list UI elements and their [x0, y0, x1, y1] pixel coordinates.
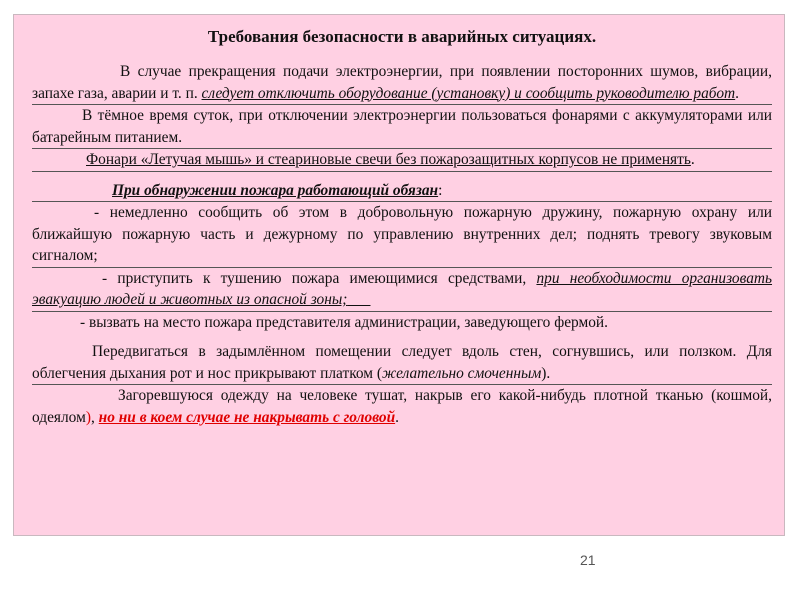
page-number: 21	[580, 552, 596, 568]
punctuation: ).	[541, 364, 551, 382]
emphasis-text: При обнаружении пожара работающий обязан	[112, 181, 439, 199]
warning-text: но ни в коем случае не накрывать с головой	[98, 408, 396, 426]
punctuation: .	[395, 408, 400, 426]
paragraph-fire-heading	[32, 180, 772, 203]
paragraph-text: В случае прекращения подачи электроэнергии, при появлении посторонних шумов, вибрации, запахе газа, аварии и т. п.	[32, 63, 772, 102]
paragraph-notify: - немедленно сообщить об этом в добровольную пожарную дружину, пожарную охрану или ближайшую пожарную часть и дежурному по управлению внутренних дел; поднять тревогу звуковым сигналом;	[32, 202, 772, 268]
paragraph-call-admin: - вызвать на место пожара представителя администрации, заведующего фермой.	[80, 313, 608, 331]
emphasis-text: следует отключить оборудование (установку) и сообщить руководителю работ	[201, 84, 736, 102]
paragraph-night-lighting: В тёмное время суток, при отключении электроэнергии пользоваться фонарями с аккумуляторами или батарейным питанием.	[32, 105, 772, 149]
comma: ,	[90, 408, 99, 426]
paragraph-lanterns	[32, 149, 772, 172]
emphasis-text: желательно смоченным	[382, 364, 542, 382]
emphasis-text: при необходимости организовать эвакуацию людей и животных из опасной зоны;	[32, 269, 773, 308]
paragraph-text: - приступить к тушению пожара имеющимися средствами,	[102, 269, 537, 287]
paragraph-burning-clothes	[32, 385, 772, 428]
paragraph-smoke	[32, 341, 772, 385]
content-card	[13, 14, 785, 536]
paragraph-text: Фонари «Летучая мышь» и стеариновые свечи без пожарозащитных корпусов не применять	[86, 151, 691, 168]
underline-pad	[347, 291, 370, 308]
paragraph-extinguish	[32, 268, 772, 312]
paragraph-power-outage	[32, 61, 772, 105]
paragraph-text: Загоревшуюся одежду на человеке тушат, накрыв его какой-нибудь плотной тканью (кошмой, одеялом	[32, 387, 772, 426]
punctuation: .	[690, 151, 695, 168]
paragraph-text: Передвигаться в задымлённом помещении следует вдоль стен, согнувшись, или ползком. Для облегчения дыхания рот и нос прикрывают платком (	[32, 343, 772, 382]
paren-red: )	[85, 408, 91, 426]
slide-title: Требования безопасности в аварийных ситуациях.	[207, 27, 597, 46]
punctuation: .	[735, 84, 740, 102]
punctuation: :	[438, 181, 443, 199]
